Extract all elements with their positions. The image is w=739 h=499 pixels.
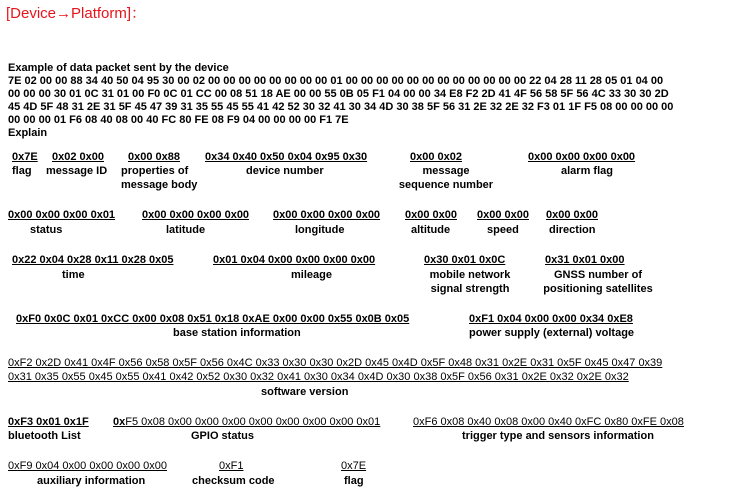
hex-value: 0x31 0x01 0x00 [545,254,625,266]
hex-line: 45 4D 5F 48 31 2E 31 5F 45 47 39 31 35 55 45 55 41 42 52 30 32 41 30 34 4D 30 38 5F 56 31 2E 32 2E 32 F3 01 1F F5 08 00 00 00 00 [8,101,674,113]
field-label: GNSS number of positioning satellites [543,269,653,295]
hex-value: 0x00 0x02 [410,151,462,163]
field-label: time [62,269,85,281]
hex-value: 0x02 0x00 [52,151,104,163]
hex-value: 0x00 0x88 [128,151,180,163]
field-label: speed [487,224,519,236]
hex-value: 0x7E [12,151,38,163]
hex-value: 0xF2 0x2D 0x41 0x4F 0x56 0x58 0x5F 0x56 0x4C 0x33 0x30 0x30 0x2D 0x45 0x4D 0x5F 0x48 0x31 0x2E 0x31 0x5F 0x45 0x47 0x39 [8,357,663,369]
field-label: auxiliary information [37,475,146,487]
field-label: longitude [295,224,345,236]
hex-prefix: 0x [113,416,126,428]
field-label: message sequence number [398,165,494,191]
hex-value: 0x00 0x00 0x00 0x00 [142,209,250,221]
hex-value [113,415,380,429]
hex-value: 0xF6 0x08 0x40 0x08 0x00 0x40 0xFC 0x80 0xFE 0x08 [413,416,684,428]
field-label: mobile network signal strength [429,269,511,295]
hex-value: 0xF9 0x04 0x00 0x00 0x00 0x00 [8,460,168,472]
field-label: trigger type and sensors information [462,430,654,442]
hex-line: 00 00 00 30 01 0C 31 01 00 F0 0C 01 CC 00 08 51 18 AE 00 00 55 0B 05 F1 04 00 00 34 E8 F2 2D 41 4F 56 58 5F 56 4C 33 30 30 2D [8,88,669,100]
field-label: flag [12,165,32,177]
explain-heading: Explain [8,127,48,139]
field-label: checksum code [192,475,275,487]
field-label: base station information [173,327,301,339]
field-label: latitude [166,224,206,236]
hex-value: 0x01 0x04 0x00 0x00 0x00 0x00 [213,254,376,266]
example-heading: Example of data packet sent by the device [8,62,229,74]
hex-value: 0x00 0x00 [546,209,598,221]
hex-value: 0x00 0x00 [405,209,457,221]
field-label: message ID [46,165,108,177]
hex-value: 0x22 0x04 0x28 0x11 0x28 0x05 [12,254,174,266]
field-label: status [30,224,63,236]
hex-rest: F5 0x08 0x00 0x00 0x00 0x00 0x00 0x00 0x00 0x01 [125,416,381,428]
field-label: flag [344,475,364,487]
hex-value: 0x31 0x35 0x55 0x45 0x55 0x41 0x42 0x52 0x30 0x32 0x41 0x30 0x34 0x4D 0x30 0x38 0x5F 0x56 0x31 0x2E 0x32 0x2E 0x32 [8,371,629,383]
hex-value: 0xF0 0x0C 0x01 0xCC 0x00 0x08 0x51 0x18 0xAE 0x00 0x00 0x55 0x0B 0x05 [16,313,410,325]
hex-line: 7E 02 00 00 88 34 40 50 04 95 30 00 02 00 00 00 00 00 00 00 00 01 00 00 00 00 00 00 00 00 00 00 00 00 22 04 28 11 28 05 01 04 00 [8,75,664,87]
field-label: properties of message body [121,165,198,191]
hex-value: 0x34 0x40 0x50 0x04 0x95 0x30 [205,151,368,163]
hex-value: 0x7E [341,460,367,472]
hex-value: 0x30 0x01 0x0C [424,254,506,266]
field-label: direction [549,224,596,236]
hex-line: 00 00 00 01 F6 08 40 08 00 40 FC 80 FE 08 F9 04 00 00 00 00 F1 7E [8,114,349,126]
hex-value: 0x00 0x00 0x00 0x00 [528,151,636,163]
hex-value: 0xF3 0x01 0x1F [8,416,89,428]
field-label: device number [246,165,324,177]
hex-value: 0x00 0x00 0x00 0x00 [273,209,381,221]
field-label: software version [261,386,349,398]
field-label: mileage [291,269,332,281]
field-label: GPIO status [191,430,254,442]
hex-value: 0xF1 0x04 0x00 0x00 0x34 0xE8 [469,313,633,325]
field-label: bluetooth List [8,430,81,442]
field-label: power supply (external) voltage [469,327,635,339]
hex-value: 0xF1 [219,460,244,472]
hex-value: 0x00 0x00 0x00 0x01 [8,209,116,221]
field-label: alarm flag [561,165,613,177]
page-title: [Device→Platform]： [6,5,147,22]
hex-value: 0x00 0x00 [477,209,529,221]
field-label: altitude [411,224,451,236]
